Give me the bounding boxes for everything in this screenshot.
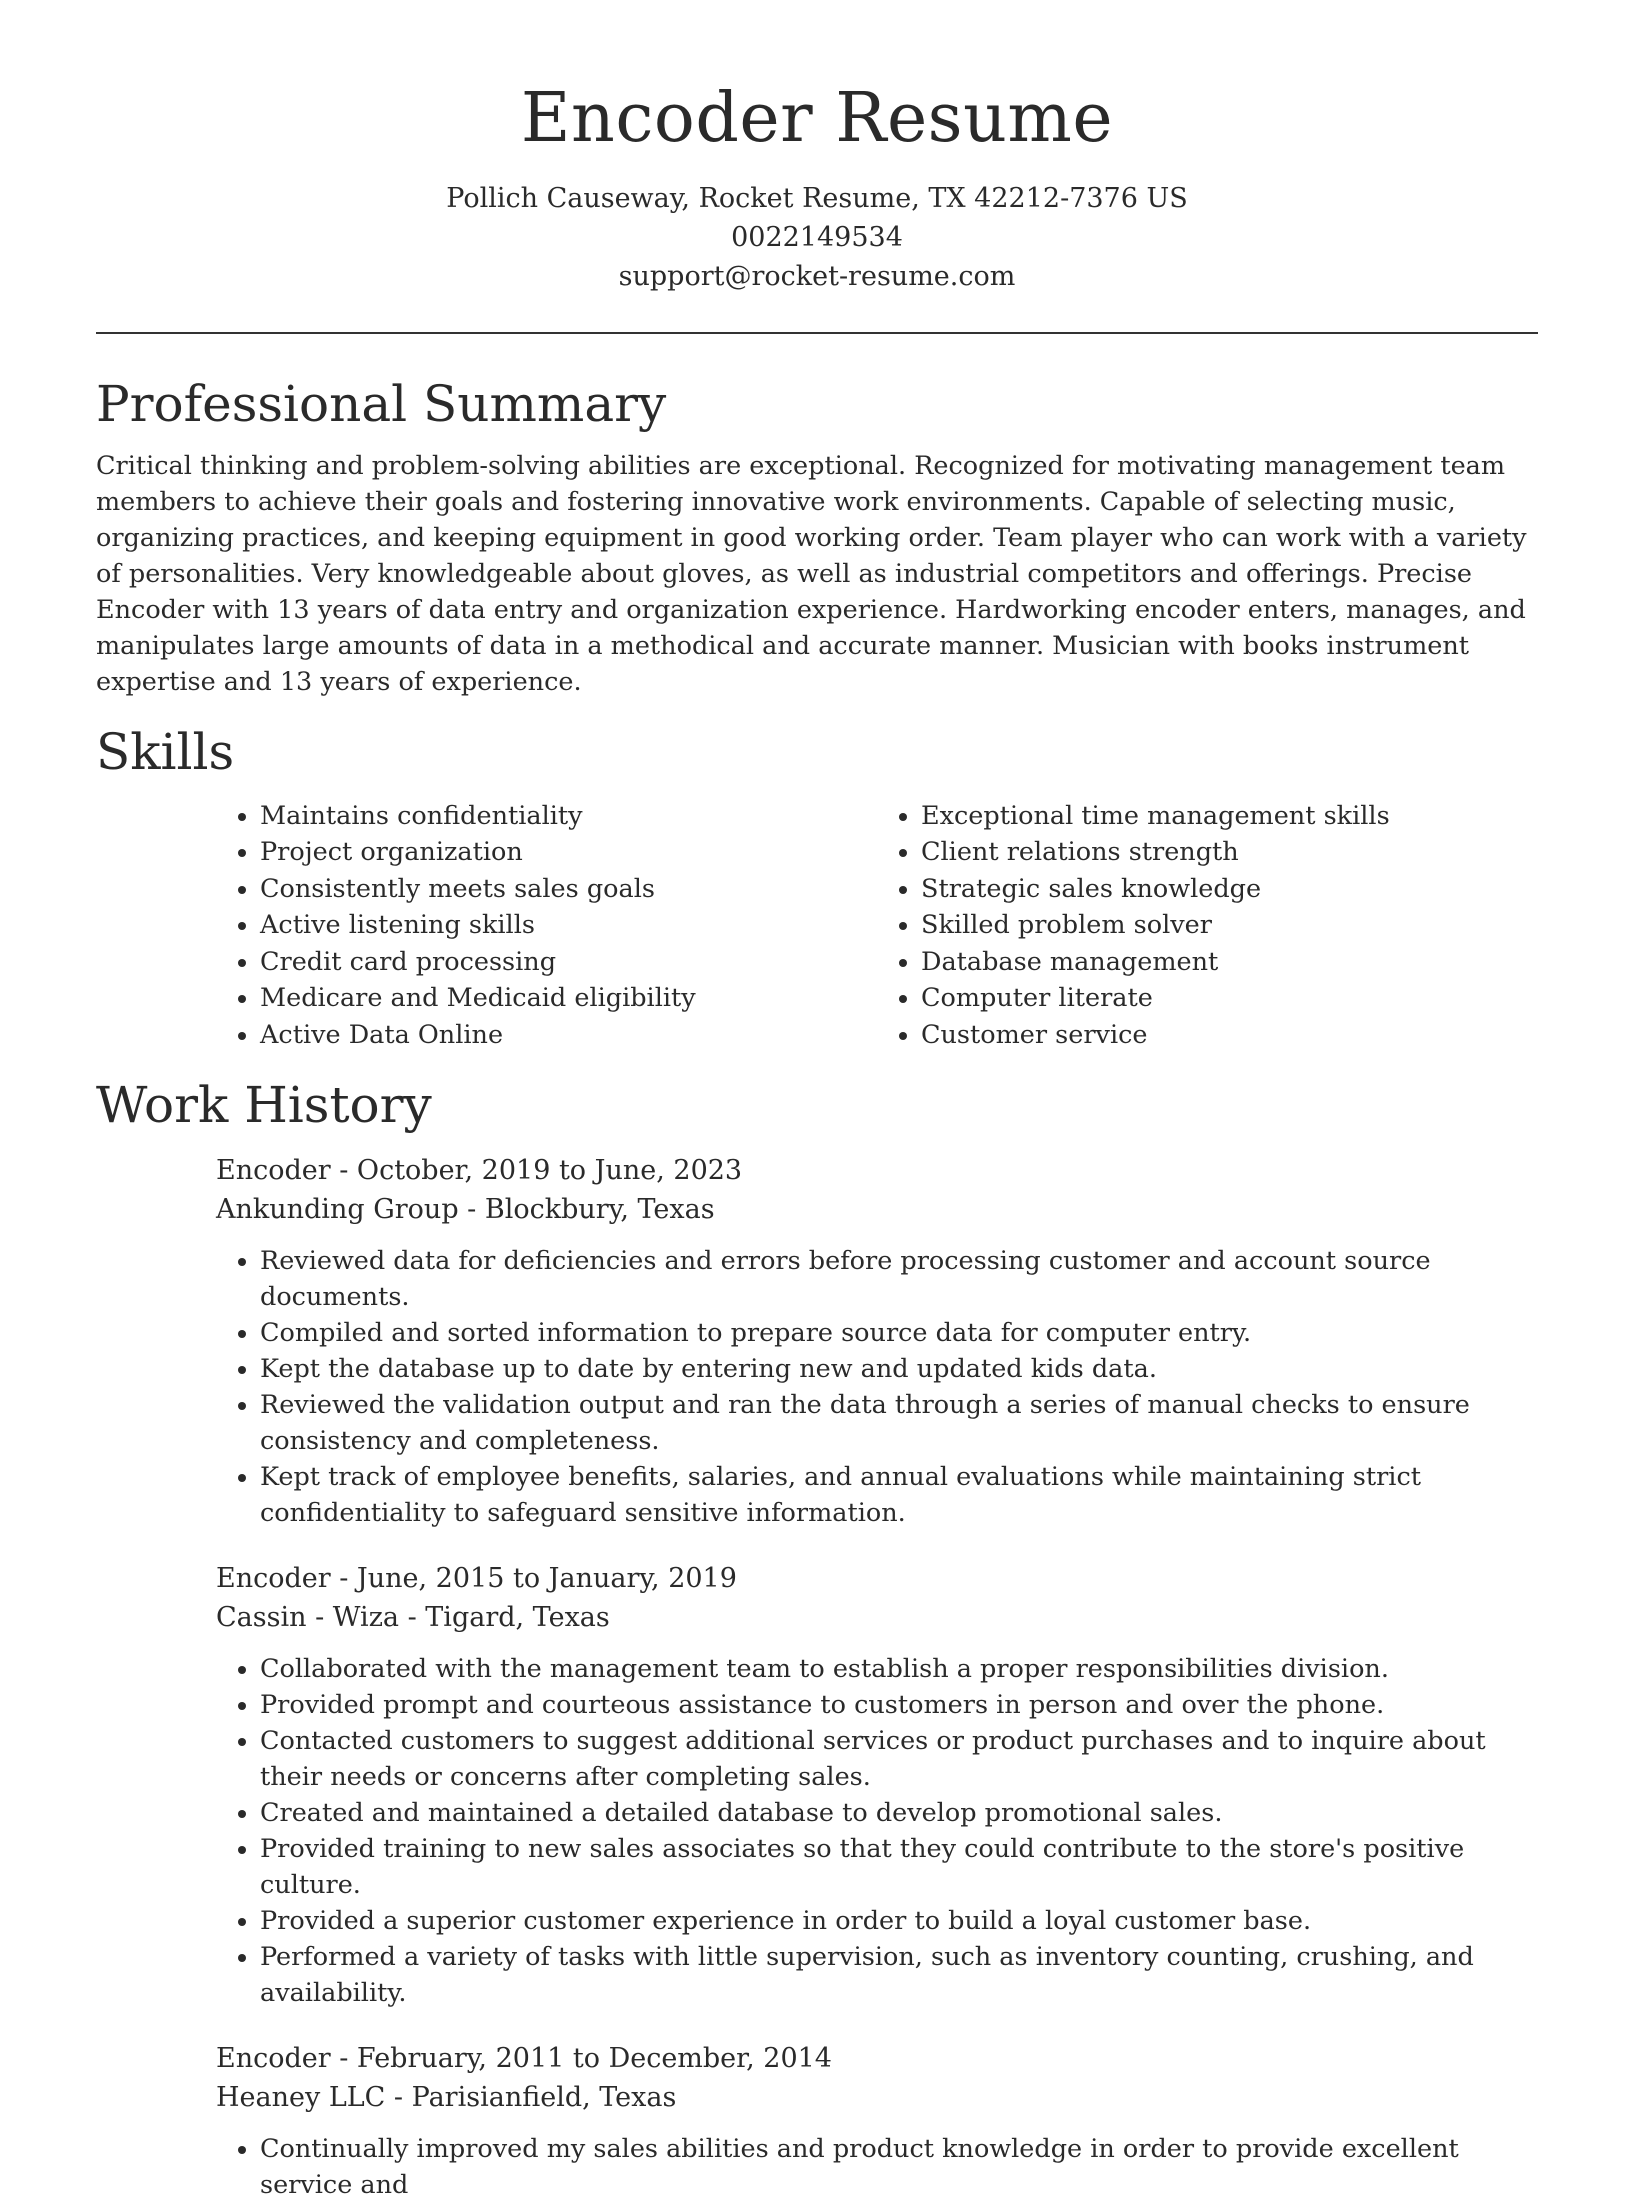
- job-bullet: • Collaborated with the management team to establish a proper responsibilities division.: [260, 1651, 1538, 1687]
- skill-item: • Client relations strength: [921, 834, 1538, 871]
- job-bullets: [216, 2131, 1538, 2203]
- summary-text: Critical thinking and problem-solving abilities are exceptional. Recognized for motivating management team members to achieve their goals and fostering innovative work environments. Capable of selecting music, organizing practices, and keeping equipment in good working order. Team player who can work with a variety of personalities. Very knowledgeable about gloves, as well as industrial competitors and offerings. Precise Encoder with 13 years of data entry and organization experience. Hardworking encoder enters, manages, and manipulates large amounts of data in a methodical and accurate manner. Musician with books instrument expertise and 13 years of experience.: [96, 450, 1527, 697]
- skill-item: • Medicare and Medicaid eligibility: [260, 980, 877, 1017]
- skill-item: • Strategic sales knowledge: [921, 871, 1538, 908]
- skills-column-right: [877, 798, 1538, 1054]
- contact-phone: 0022149534: [731, 221, 903, 253]
- skill-item: • Exceptional time management skills: [921, 798, 1538, 835]
- job-entry: [216, 2039, 1538, 2203]
- job-bullet: • Kept track of employee benefits, salaries, and annual evaluations while maintaining strict confidentiality to safeguard sensitive information.: [260, 1459, 1538, 1531]
- skills-heading: Skills: [96, 722, 235, 781]
- job-bullet: • Reviewed data for deficiencies and errors before processing customer and account source documents.: [260, 1243, 1538, 1315]
- resume-title: Encoder Resume: [520, 79, 1114, 158]
- job-bullet: • Reviewed the validation output and ran the data through a series of manual checks to ensure consistency and completeness.: [260, 1387, 1538, 1459]
- job-title-dates: Encoder - June, 2015 to January, 2019: [216, 1563, 737, 1595]
- job-bullet: • Provided a superior customer experience in order to build a loyal customer base.: [260, 1903, 1538, 1939]
- job-bullet: • Compiled and sorted information to prepare source data for computer entry.: [260, 1315, 1538, 1351]
- skill-item: • Customer service: [921, 1017, 1538, 1054]
- header-divider: [96, 332, 1538, 334]
- contact-block: [96, 179, 1538, 296]
- job-entry: [216, 1151, 1538, 1531]
- skill-item: • Credit card processing: [260, 944, 877, 981]
- job-bullet: • Performed a variety of tasks with little supervision, such as inventory counting, crushing, and availability.: [260, 1939, 1538, 2011]
- skills-grid: [216, 798, 1538, 1054]
- job-entry: [216, 1559, 1538, 2011]
- skill-item: • Active listening skills: [260, 907, 877, 944]
- contact-email: support@rocket-resume.com: [618, 260, 1016, 292]
- contact-address: Pollich Causeway, Rocket Resume, TX 42212-7376 US: [446, 182, 1188, 214]
- job-bullets: [216, 1651, 1538, 2011]
- job-title-dates: Encoder - February, 2011 to December, 2014: [216, 2043, 832, 2075]
- job-company-location: Heaney LLC - Parisianfield, Texas: [216, 2082, 677, 2114]
- skill-item: • Consistently meets sales goals: [260, 871, 877, 908]
- skills-column-left: [216, 798, 877, 1054]
- job-bullet: • Provided training to new sales associates so that they could contribute to the store's positive culture.: [260, 1831, 1538, 1903]
- summary-heading: Professional Summary: [96, 374, 667, 433]
- resume-header: [96, 0, 1538, 296]
- skill-item: • Active Data Online: [260, 1017, 877, 1054]
- job-bullet: • Kept the database up to date by entering new and updated kids data.: [260, 1351, 1538, 1387]
- job-bullets: [216, 1243, 1538, 1531]
- skill-item: • Maintains confidentiality: [260, 798, 877, 835]
- skill-item: • Project organization: [260, 834, 877, 871]
- skill-item: • Database management: [921, 944, 1538, 981]
- job-bullet: • Provided prompt and courteous assistance to customers in person and over the phone.: [260, 1687, 1538, 1723]
- job-title-dates: Encoder - October, 2019 to June, 2023: [216, 1155, 743, 1187]
- job-bullet: • Contacted customers to suggest additional services or product purchases and to inquire about their needs or concerns after completing sales.: [260, 1723, 1538, 1795]
- job-bullet: • Created and maintained a detailed database to develop promotional sales.: [260, 1795, 1538, 1831]
- job-bullet: • Continually improved my sales abilities and product knowledge in order to provide excellent service and: [260, 2131, 1538, 2203]
- job-company-location: Ankunding Group - Blockbury, Texas: [216, 1194, 715, 1226]
- resume-page: [96, 0, 1538, 2203]
- skill-item: • Computer literate: [921, 980, 1538, 1017]
- job-company-location: Cassin - Wiza - Tigard, Texas: [216, 1602, 610, 1634]
- work-history-heading: Work History: [96, 1076, 432, 1135]
- skill-item: • Skilled problem solver: [921, 907, 1538, 944]
